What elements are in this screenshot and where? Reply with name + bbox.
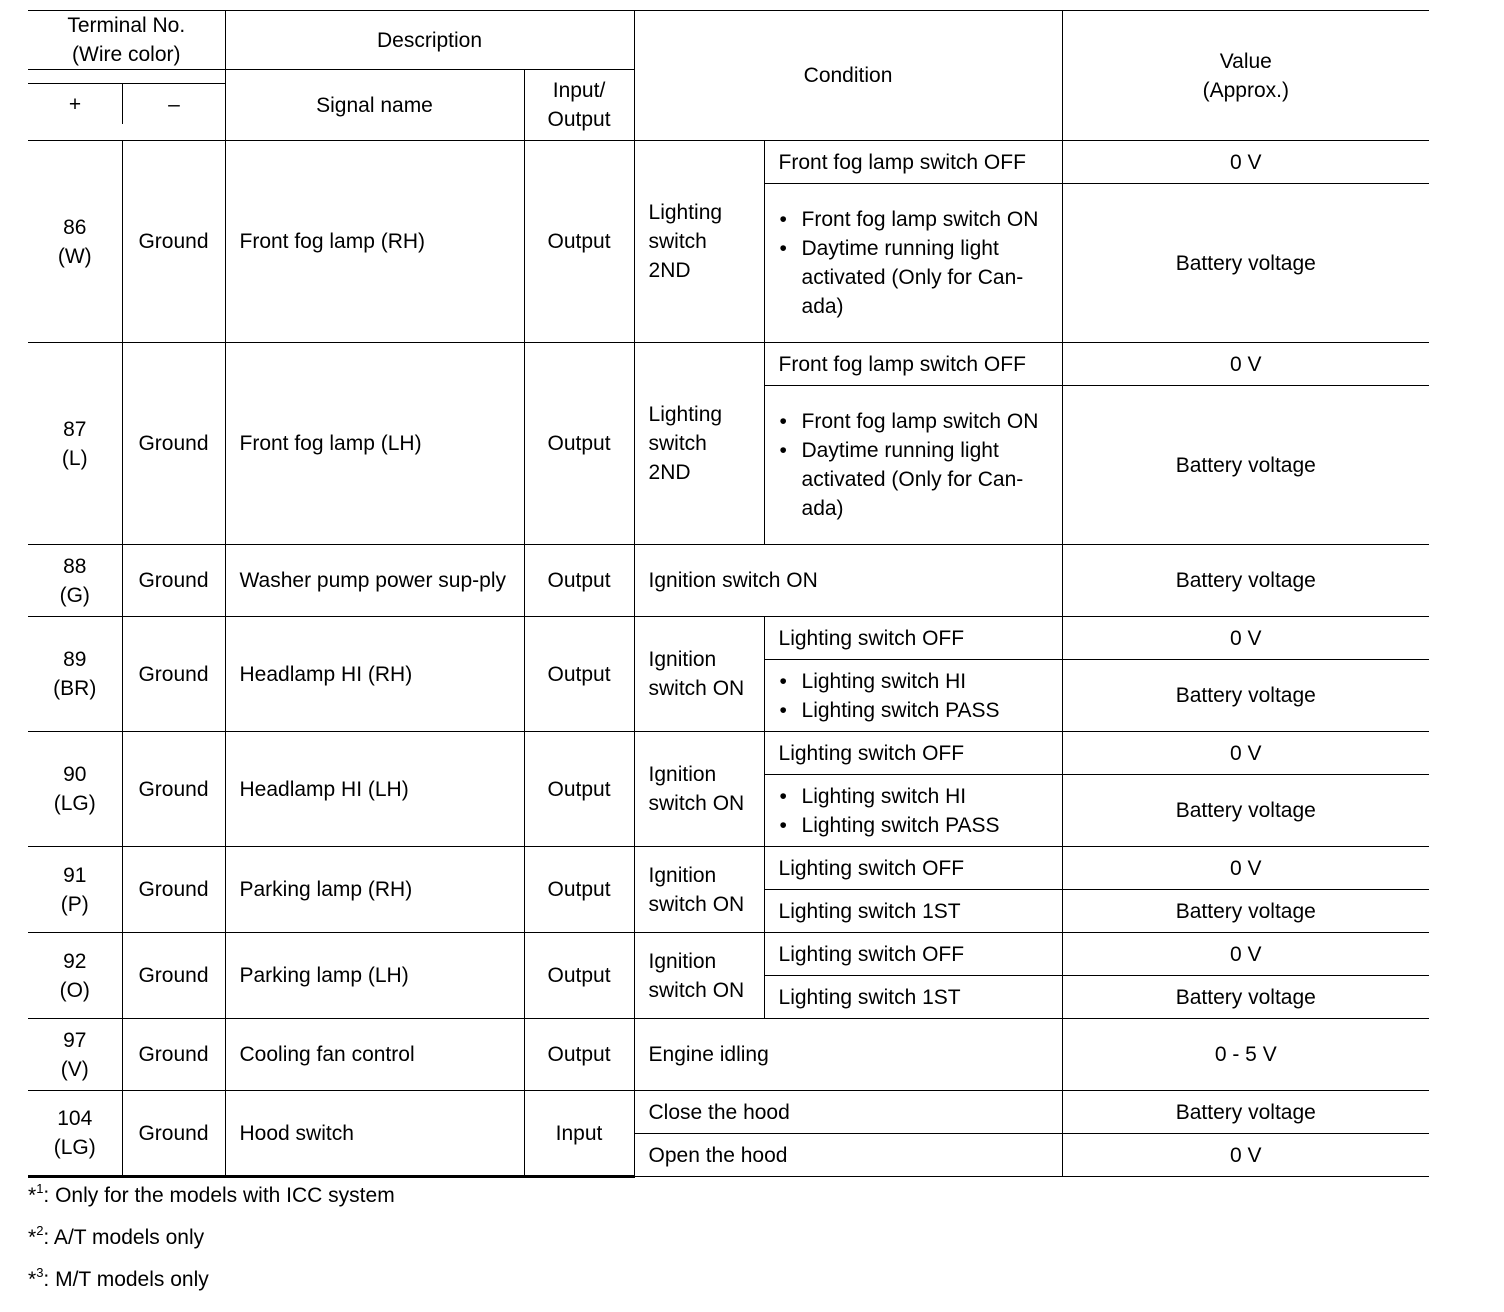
condition-sub-cell: Lighting switch OFF: [764, 732, 1062, 775]
io-cell: Input: [524, 1091, 634, 1177]
condition-main-cell: Ignition switch ON: [634, 933, 764, 1019]
condition-sub-cell: Front fog lamp switch OFF: [764, 343, 1062, 386]
condition-sub-cell: Lighting switch OFF: [764, 617, 1062, 660]
condition-sub-cell: Lighting switch 1ST: [764, 890, 1062, 933]
condition-main-cell: Lighting switch 2ND: [634, 343, 764, 545]
value-cell: 0 V: [1062, 1134, 1429, 1177]
value-cell: Battery voltage: [1062, 545, 1429, 617]
ground-cell: Ground: [122, 847, 225, 933]
ground-cell: Ground: [122, 141, 225, 343]
ground-cell: Ground: [122, 545, 225, 617]
signal-name-cell: Washer pump power sup-ply: [225, 545, 524, 617]
signal-name-cell: Parking lamp (RH): [225, 847, 524, 933]
footnote: *$^2$: A/T models only: [28, 1223, 205, 1249]
terminal-cell: 92 (O): [28, 933, 122, 1019]
minus-header-label: –: [123, 83, 225, 124]
signal-name-cell: Parking lamp (LH): [225, 933, 524, 1019]
condition-main-cell: Ignition switch ON: [634, 732, 764, 847]
signal-name-cell: Front fog lamp (LH): [225, 343, 524, 545]
condition-sub-cell: • Lighting switch HI • Lighting switch PASS: [764, 775, 1062, 847]
ground-cell: Ground: [122, 732, 225, 847]
condition-header: Condition: [634, 11, 1062, 141]
value-cell: Battery voltage: [1062, 1091, 1429, 1134]
value-header: Value (Approx.): [1062, 11, 1429, 141]
signal-name-cell: Hood switch: [225, 1091, 524, 1177]
terminal-cell: 90 (LG): [28, 732, 122, 847]
io-cell: Output: [524, 343, 634, 545]
terminal-spec-table: [28, 10, 1429, 1178]
condition-sub-cell: Front fog lamp switch OFF: [764, 141, 1062, 184]
condition-cell: Close the hood: [634, 1091, 1062, 1134]
table-row: [28, 617, 1429, 660]
value-cell: Battery voltage: [1062, 890, 1429, 933]
condition-main-cell: Lighting switch 2ND: [634, 141, 764, 343]
value-cell: 0 V: [1062, 617, 1429, 660]
io-cell: Output: [524, 141, 634, 343]
table-row: [28, 1091, 1429, 1134]
io-cell: Output: [524, 847, 634, 933]
terminal-cell: 97 (V): [28, 1019, 122, 1091]
condition-sub-cell: • Front fog lamp switch ON • Daytime running light activated (Only for Can-ada): [764, 386, 1062, 545]
ground-cell: Ground: [122, 343, 225, 545]
condition-sub-cell: • Front fog lamp switch ON • Daytime running light activated (Only for Can-ada): [764, 184, 1062, 343]
table-row: [28, 545, 1429, 617]
terminal-no-header: Terminal No. (Wire color): [28, 11, 225, 70]
io-cell: Output: [524, 1019, 634, 1091]
signal-name-cell: Front fog lamp (RH): [225, 141, 524, 343]
table-row: [28, 847, 1429, 890]
condition-cell: Engine idling: [634, 1019, 1062, 1091]
terminal-cell: 87 (L): [28, 343, 122, 545]
ground-cell: Ground: [122, 1019, 225, 1091]
value-cell: Battery voltage: [1062, 184, 1429, 343]
ground-cell: Ground: [122, 933, 225, 1019]
description-header: Description: [225, 11, 634, 70]
value-cell: Battery voltage: [1062, 976, 1429, 1019]
condition-sub-cell: Lighting switch OFF: [764, 933, 1062, 976]
plus-header-label: +: [28, 83, 123, 124]
value-cell: 0 V: [1062, 847, 1429, 890]
signal-name-cell: Headlamp HI (RH): [225, 617, 524, 732]
table-row: [28, 343, 1429, 386]
io-cell: Output: [524, 732, 634, 847]
condition-sub-cell: Lighting switch OFF: [764, 847, 1062, 890]
value-cell: Battery voltage: [1062, 386, 1429, 545]
condition-main-cell: Ignition switch ON: [634, 847, 764, 933]
terminal-cell: 89 (BR): [28, 617, 122, 732]
terminal-cell: 104 (LG): [28, 1091, 122, 1177]
footnotes: [28, 1174, 395, 1300]
value-cell: 0 V: [1062, 141, 1429, 184]
condition-cell: Open the hood: [634, 1134, 1062, 1177]
value-cell: 0 V: [1062, 343, 1429, 386]
table-row: [28, 1019, 1429, 1091]
plus-minus-header: [28, 83, 225, 125]
condition-main-cell: Ignition switch ON: [634, 617, 764, 732]
footnote: *$^1$: Only for the models with ICC system: [28, 1181, 395, 1207]
condition-sub-cell: Lighting switch 1ST: [764, 976, 1062, 1019]
ground-cell: Ground: [122, 1091, 225, 1177]
io-cell: Output: [524, 933, 634, 1019]
io-cell: Output: [524, 617, 634, 732]
footnote: *$^3$: M/T models only: [28, 1265, 209, 1291]
table-row: [28, 141, 1429, 184]
terminal-cell: 86 (W): [28, 141, 122, 343]
table-row: [28, 732, 1429, 775]
value-cell: Battery voltage: [1062, 775, 1429, 847]
value-cell: 0 V: [1062, 933, 1429, 976]
signal-name-header: Signal name: [225, 70, 524, 141]
signal-name-cell: Headlamp HI (LH): [225, 732, 524, 847]
condition-cell: Ignition switch ON: [634, 545, 1062, 617]
terminal-cell: 91 (P): [28, 847, 122, 933]
io-cell: Output: [524, 545, 634, 617]
condition-sub-cell: • Lighting switch HI • Lighting switch PASS: [764, 660, 1062, 732]
ground-cell: Ground: [122, 617, 225, 732]
terminal-cell: 88 (G): [28, 545, 122, 617]
input-output-header: Input/ Output: [524, 70, 634, 141]
value-cell: 0 V: [1062, 732, 1429, 775]
signal-name-cell: Cooling fan control: [225, 1019, 524, 1091]
table-row: [28, 933, 1429, 976]
value-cell: Battery voltage: [1062, 660, 1429, 732]
value-cell: 0 - 5 V: [1062, 1019, 1429, 1091]
